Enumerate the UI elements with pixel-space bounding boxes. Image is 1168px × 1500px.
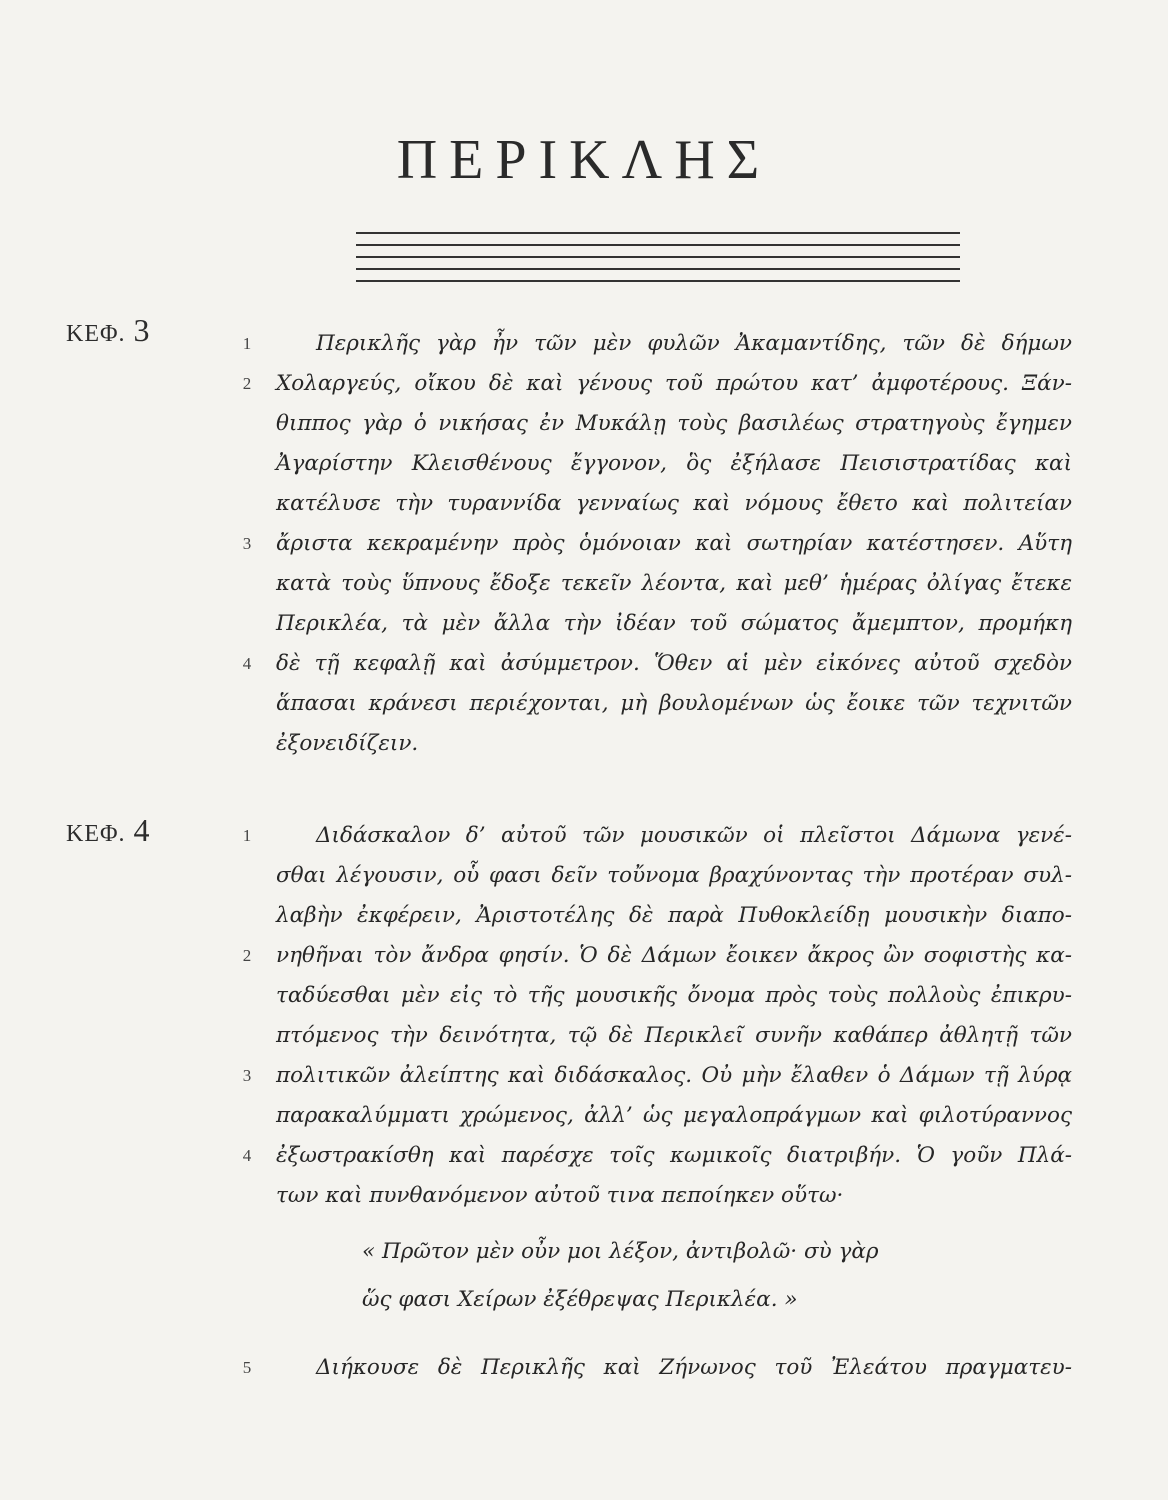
chapter-label-text: ΚΕΦ. <box>66 821 126 847</box>
text-line: ἐξονειδίζειν. <box>276 731 419 756</box>
divider-rule <box>356 268 960 270</box>
page-title: ΠΕΡΙΚΛΗΣ <box>396 129 772 191</box>
text-line: Διήκουσε δὲ Περικλῆς καὶ Ζήνωνος τοῦ Ἐλεάτου πραγματευ- <box>316 1355 1072 1380</box>
text-line: ἄριστα κεκραμένην πρὸς ὁμόνοιαν καὶ σωτηρίαν κατέστησεν. Αὕτη <box>276 531 1072 556</box>
text-line: Διδάσκαλον δ’ αὐτοῦ τῶν μουσικῶν οἱ πλεῖστοι Δάμωνα γενέ- <box>316 823 1072 848</box>
divider-rule <box>356 280 960 282</box>
section-number: 4 <box>242 654 252 673</box>
section-number: 4 <box>242 1146 252 1165</box>
section-number: 3 <box>242 1066 252 1085</box>
text-line: Χολαργεύς, οἴκου δὲ καὶ γένους τοῦ πρώτου κατ’ ἀμφοτέρους. Ξάν- <box>276 371 1072 396</box>
verse-line: ὥς φασι Χείρων ἐξέθρεψας Περικλέα. » <box>362 1287 798 1312</box>
text-line: Ἀγαρίστην Κλεισθένους ἔγγονον, ὃς ἐξήλασε Πεισιστρατίδας καὶ <box>276 451 1072 476</box>
chapter-label-text: ΚΕΦ. <box>66 321 126 347</box>
text-line: Περικλέα, τὰ μὲν ἄλλα τὴν ἰδέαν τοῦ σώματος ἄμεμπτον, προμήκη <box>276 611 1072 636</box>
text-line: σθαι λέγουσιν, οὗ φασι δεῖν τοὔνομα βραχύνοντας τὴν προτέραν συλ- <box>276 863 1072 888</box>
text-line: Περικλῆς γὰρ ἦν τῶν μὲν φυλῶν Ἀκαμαντίδης, τῶν δὲ δήμων <box>316 331 1072 356</box>
text-line: κατέλυσε τὴν τυραννίδα γενναίως καὶ νόμους ἔθετο καὶ πολιτείαν <box>276 491 1072 516</box>
text-line: των καὶ πυνθανόμενον αὐτοῦ τινα πεποίηκεν οὕτω· <box>276 1183 844 1208</box>
text-line: θιππος γὰρ ὁ νικήσας ἐν Μυκάλῃ τοὺς βασιλέως στρατηγοὺς ἔγημεν <box>276 411 1072 436</box>
text-line: ἅπασαι κράνεσι περιέχονται, μὴ βουλομένων ὡς ἔοικε τῶν τεχνιτῶν <box>276 691 1072 716</box>
text-line: δὲ τῇ κεφαλῇ καὶ ἀσύμμετρον. Ὅθεν αἱ μὲν εἰκόνες αὐτοῦ σχεδὸν <box>276 651 1072 676</box>
text-line: νηθῆναι τὸν ἄνδρα φησίν. Ὁ δὲ Δάμων ἔοικεν ἄκρος ὢν σοφιστὴς κα- <box>276 943 1072 968</box>
section-number: 1 <box>242 826 252 845</box>
text-line: παρακαλύμματι χρώμενος, ἀλλ’ ὡς μεγαλοπράγμων καὶ φιλοτύραννος <box>276 1103 1072 1128</box>
chapter-4-label <box>66 812 151 849</box>
divider-rule <box>356 232 960 234</box>
chapter-number: 3 <box>133 312 151 348</box>
text-line: λαβὴν ἐκφέρειν, Ἀριστοτέλης δὲ παρὰ Πυθοκλείδῃ μουσικὴν διαπο- <box>276 903 1072 928</box>
section-number: 5 <box>242 1358 252 1377</box>
text-line: ταδύεσθαι μὲν εἰς τὸ τῆς μουσικῆς ὄνομα πρὸς τοὺς πολλοὺς ἐπικρυ- <box>276 983 1072 1008</box>
text-line: ἐξωστρακίσθη καὶ παρέσχε τοῖς κωμικοῖς διατριβήν. Ὁ γοῦν Πλά- <box>276 1143 1072 1168</box>
chapter-number: 4 <box>133 812 151 848</box>
chapter-3-label <box>66 312 151 349</box>
section-number: 3 <box>242 534 252 553</box>
verse-line: « Πρῶτον μὲν οὖν μοι λέξον, ἀντιβολῶ· σὺ γὰρ <box>362 1239 879 1264</box>
divider-rule <box>356 256 960 258</box>
divider-rule <box>356 244 960 246</box>
section-number: 2 <box>242 946 252 965</box>
title-rule-block <box>356 232 960 288</box>
section-number: 2 <box>242 374 252 393</box>
text-line: κατὰ τοὺς ὕπνους ἔδοξε τεκεῖν λέοντα, καὶ μεθ’ ἡμέρας ὀλίγας ἔτεκε <box>276 571 1072 596</box>
text-line: πολιτικῶν ἀλείπτης καὶ διδάσκαλος. Οὐ μὴν ἔλαθεν ὁ Δάμων τῇ λύρᾳ <box>276 1063 1072 1088</box>
text-line: πτόμενος τὴν δεινότητα, τῷ δὲ Περικλεῖ συνῆν καθάπερ ἀθλητῇ τῶν <box>276 1023 1072 1048</box>
section-number: 1 <box>242 334 252 353</box>
